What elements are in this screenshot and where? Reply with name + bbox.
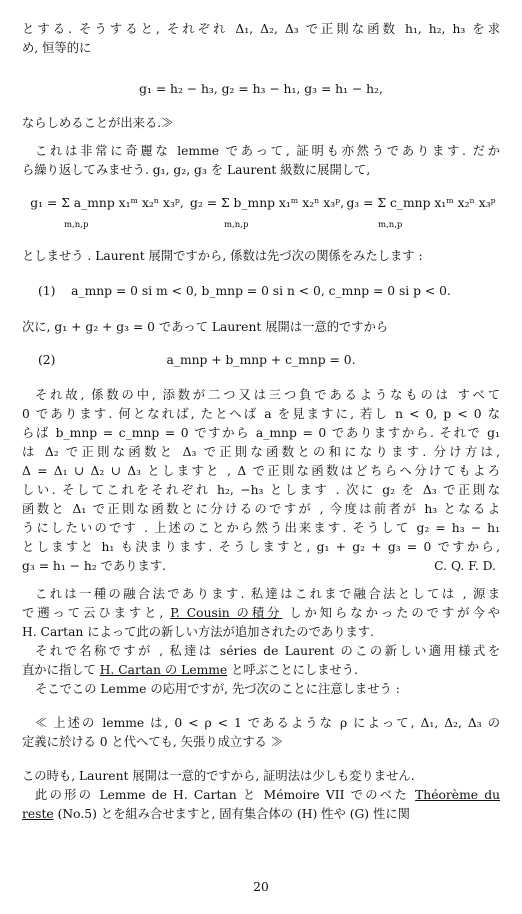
text-line	[35, 786, 500, 804]
sum-index: m,n,p	[378, 220, 403, 230]
text-span: で遡って云ひますと,	[22, 606, 171, 620]
text-span: しか知らなかったのですが今や	[282, 606, 500, 620]
series-g1: g₁ = Σ a_mnp x₁ᵐ x₂ⁿ x₃ᵖ,	[30, 196, 184, 210]
text-line: は Δ₂ で正則な函数と Δ₃ で正則な函数との和になります. 分け方は,	[22, 445, 500, 459]
equation-identity: g₁ = h₂ − h₃, g₂ = h₃ − h₁, g₃ = h₁ − h₂,	[139, 82, 383, 96]
underlined-reference: reste	[22, 807, 54, 821]
text-line: それで名称ですが , 私達は séries de Laurent のこの新しい適用様式を	[35, 644, 500, 658]
text-line: これは一種の融合法であります. 私達はこれまで融合法としては , 源ま	[35, 587, 500, 601]
equation-label: (2)	[38, 353, 56, 367]
underlined-reference: H. Cartan の Lemme	[99, 663, 228, 677]
underlined-reference: P. Cousin の積分	[170, 606, 283, 620]
text-line: らば b_mnp = c_mnp = 0 ですから a_mnp = 0 でありますから. それで g₁	[22, 426, 500, 440]
series-g2: g₂ = Σ b_mnp x₁ᵐ x₂ⁿ x₃ᵖ,	[189, 196, 344, 210]
text-span: と呼ぶことにしませう.	[227, 663, 359, 677]
text-span: 直かに指して	[22, 663, 100, 677]
text-span: 此の形の Lemme de H. Cartan と Mémoire VII でのべた	[35, 788, 416, 802]
text-line: ら繰り返してみませう. g₁, g₂, g₃ を Laurent 級数に展開して,	[22, 163, 371, 177]
text-line: ならしめることが出来る.≫	[22, 116, 174, 130]
sum-index: m,n,p	[224, 220, 249, 230]
text-line: g₃ = h₁ − h₂ であります.	[22, 559, 167, 573]
sum-index: m,n,p	[64, 220, 89, 230]
text-line: うにしたいのです . 上述のことから然う出来ます. そうして g₂ = h₃ − h₁	[22, 521, 500, 535]
page-number: 20	[253, 880, 269, 894]
equation-series	[0, 196, 522, 236]
text-line: とする. そうすると, それぞれ Δ₁, Δ₂, Δ₃ で正則な函数 h₁, h₂, h₃ を求	[22, 22, 500, 36]
text-line: 函数と Δ₁ で正則な函数とに分けるのですが , 今度は前者が h₃ となるよ	[22, 502, 500, 516]
text-line: しい. そしてこれをそれぞれ h₂, −h₃ とします . 次に g₂ を Δ₃ で正則な	[22, 483, 500, 497]
series-g3: g₃ = Σ c_mnp x₁ᵐ x₂ⁿ x₃ᵖ	[346, 196, 496, 210]
text-line	[22, 805, 500, 823]
equation-body: a_mnp = 0 si m < 0, b_mnp = 0 si n < 0, c_mnp = 0 si p < 0.	[71, 284, 451, 298]
text-line: Δ = Δ₁ ∪ Δ₂ ∪ Δ₃ としますと , Δ で正則な函数はどちらへ分けてもよろ	[22, 464, 500, 478]
text-line: 0 であります. 何となれば, たとへば a を見ますに, 若し n < 0, p < 0 な	[22, 407, 500, 421]
text-line: これは非常に奇麗な lemme であって, 証明も亦然うであります. だか	[35, 144, 500, 158]
equation-label: (1)	[38, 284, 56, 298]
text-line: H. Cartan によって此の新しい方法が追加されたのであります.	[22, 625, 374, 639]
text-line: としませう . Laurent 展開ですから, 係数は先づ次の関係をみたします :	[22, 249, 423, 263]
equation-body: a_mnp + b_mnp + c_mnp = 0.	[166, 353, 356, 367]
text-line	[22, 604, 500, 622]
text-line	[22, 661, 500, 679]
text-line: ≪ 上述の lemme は, 0 < ρ < 1 であるような ρ によって, Δ₁, Δ₂, Δ₃ の	[35, 716, 500, 730]
text-line: それ故, 係数の中, 添数が二つ又は三つ負であるようなものは すべて	[35, 388, 500, 402]
text-line: 定義に於ける 0 と代へても, 矢張り成立する ≫	[22, 735, 284, 749]
text-line: この時も, Laurent 展開は一意的ですから, 証明法は少しも変りません.	[22, 769, 415, 783]
text-span: (No.5) とを組み合せますと, 固有集合体の (H) 性や (G) 性に関	[53, 807, 410, 821]
text-line: としますと h₁ も決まります. そうしますと, g₁ + g₂ + g₃ = 0 ですから,	[22, 540, 500, 554]
text-line: め, 恒等的に	[22, 41, 92, 55]
underlined-reference: Théorème du	[415, 788, 500, 802]
qed-mark: C. Q. F. D.	[434, 559, 496, 573]
text-line: そこでこの Lemme の応用ですが, 先づ次のことに注意しませう :	[35, 682, 400, 696]
text-line: 次に, g₁ + g₂ + g₃ = 0 であって Laurent 展開は一意的ですから	[22, 320, 389, 334]
